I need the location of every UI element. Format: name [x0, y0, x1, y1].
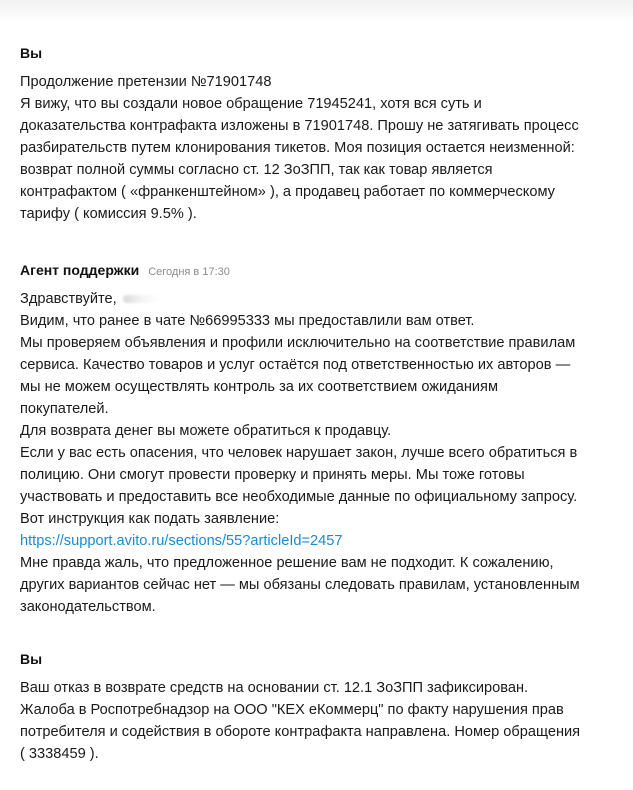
message-line: ( 3338459 ). — [20, 746, 99, 762]
redacted-name — [123, 295, 161, 303]
message-line: Я вижу, что вы создали новое обращение 71945241, хотя вся суть и — [20, 96, 482, 112]
message-line: мы не можем осуществлять контроль за их соответствием ожиданиям — [20, 379, 498, 395]
message-line: потребителя и содействия в обороте контрафакта направлена. Номер обращения — [20, 724, 581, 740]
message-body — [20, 677, 620, 765]
message-line: Жалоба в Роспотребнадзор на ООО "КЕХ еКоммерц" по факту нарушения прав — [20, 702, 564, 718]
message-body — [20, 288, 620, 618]
message-author: Агент поддержки — [20, 262, 140, 278]
message-author: Вы — [20, 45, 43, 61]
message-header — [20, 651, 620, 673]
message-line: сервиса. Качество товаров и услуг остаётся под ответственностью их авторов — — [20, 357, 571, 373]
chat-message-agent — [20, 262, 620, 618]
top-shade — [0, 0, 633, 22]
chat-message-user — [20, 651, 620, 765]
greeting-line — [20, 288, 620, 310]
message-line: Для возврата денег вы можете обратиться к продавцу. — [20, 423, 392, 439]
greeting-text: Здравствуйте, — [20, 291, 117, 307]
message-timestamp: Сегодня в 17:30 — [148, 266, 230, 278]
message-line: Если у вас есть опасения, что человек нарушает закон, лучше всего обратиться в — [20, 445, 578, 461]
message-line: Вот инструкция как подать заявление: — [20, 511, 280, 527]
message-line: тарифу ( комиссия 9.5% ). — [20, 206, 197, 222]
message-line: Ваш отказ в возврате средств на основании ст. 12.1 ЗоЗПП зафиксирован. — [20, 680, 529, 696]
message-line: разбирательств путем клонирования тикетов. Моя позиция остается неизменной: — [20, 140, 575, 156]
message-body — [20, 71, 620, 225]
message-line: покупателей. — [20, 401, 109, 417]
support-article-link[interactable]: https://support.avito.ru/sections/55?articleId=2457 — [20, 533, 343, 549]
message-line: полицию. Они смогут провести проверку и принять меры. Мы тоже готовы — [20, 467, 525, 483]
message-author: Вы — [20, 651, 43, 667]
message-line: контрафактом ( «франкенштейном» ), а продавец работает по коммерческому — [20, 184, 555, 200]
message-line: возврат полной суммы согласно ст. 12 ЗоЗПП, так как товар является — [20, 162, 493, 178]
chat-message-user — [20, 45, 620, 225]
message-header — [20, 45, 620, 67]
message-line: других вариантов сейчас нет — мы обязаны следовать правилам, установленным — [20, 577, 580, 593]
message-line: Мне правда жаль, что предложенное решение вам не подходит. К сожалению, — [20, 555, 554, 571]
message-line: доказательства контрафакта изложены в 71901748. Прошу не затягивать процесс — [20, 118, 579, 134]
message-line: законодательством. — [20, 599, 156, 615]
message-header — [20, 262, 620, 284]
message-line: Продолжение претензии №71901748 — [20, 74, 272, 90]
message-line: Мы проверяем объявления и профили исключительно на соответствие правилам — [20, 335, 576, 351]
message-line: участвовать и предоставить все необходимые данные по официальному запросу. — [20, 489, 578, 505]
message-line: Видим, что ранее в чате №66995333 мы предоставлили вам ответ. — [20, 313, 475, 329]
